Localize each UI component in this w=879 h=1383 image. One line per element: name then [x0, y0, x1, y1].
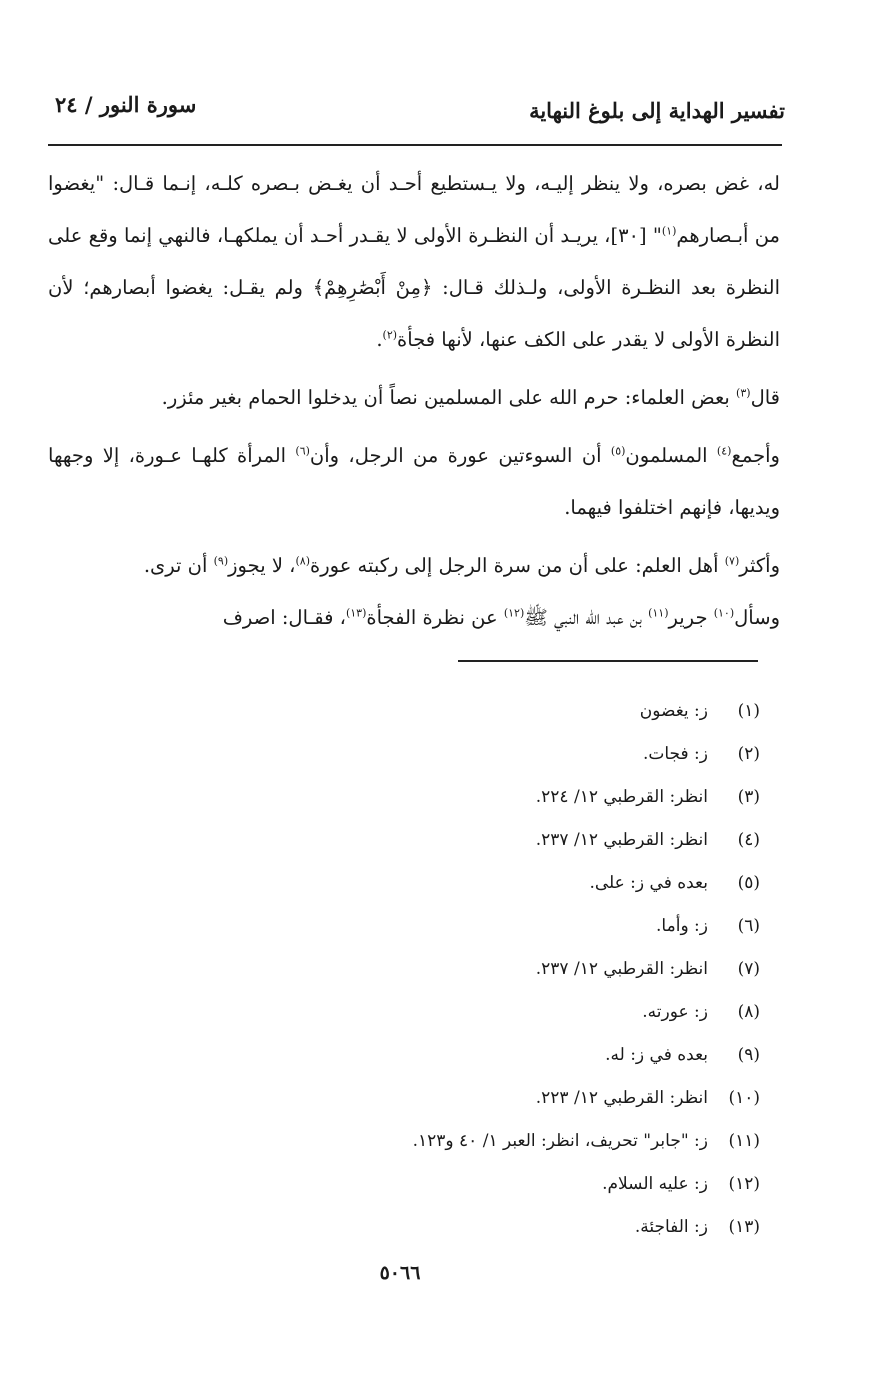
footnote-text: انظر: القرطبي ١٢/ ٢٣٧.: [535, 830, 708, 850]
text-run: عن نظرة الفجأة: [366, 606, 504, 629]
text-run: وأجمع: [731, 444, 780, 467]
page-number: ٥٠٦٦: [379, 1262, 421, 1284]
footnote-text: ز: الفاجئة.: [634, 1217, 708, 1237]
footnote-item: [200, 862, 760, 905]
footnote-number: (١): [737, 701, 760, 721]
text-run: أن السوءتين عورة من الرجل، وأن: [309, 444, 611, 467]
footnote-number: (٨): [737, 1002, 760, 1022]
footnote-text: ز: فجات.: [642, 744, 708, 764]
footnote-item: [200, 1034, 760, 1077]
footnote-ref: (٧): [724, 554, 740, 568]
footnote-ref: (١): [661, 224, 677, 238]
footnote-item: [200, 1120, 760, 1163]
footnote-number: (٧): [737, 959, 760, 979]
footnote-ref: (١٣): [345, 606, 367, 620]
header-rule: [48, 144, 782, 146]
footnote-text: ز: عليه السلام.: [602, 1174, 708, 1194]
footnote-ref: (٥): [610, 444, 626, 458]
paragraph-1: [48, 158, 780, 366]
text-run: ، فقـال: اصرف: [222, 606, 346, 629]
surah-page-label: سورة النور / ٢٤: [55, 92, 197, 117]
footnote-item: [200, 1206, 760, 1249]
footnote-separator: [458, 660, 758, 662]
footnote-text: بعده في ز: على.: [589, 873, 708, 893]
footnote-item: [200, 690, 760, 733]
paragraph-3: [48, 430, 780, 534]
text-run: أهل العلم: على أن من سرة الرجل إلى ركبته عورة: [309, 554, 725, 577]
footnote-ref: (١٠): [713, 606, 735, 620]
footnote-number: (٥): [737, 873, 760, 893]
footnote-number: (١٣): [728, 1217, 760, 1237]
footnote-text: ز: وأما.: [656, 916, 708, 936]
footnote-ref: (٦): [295, 444, 310, 458]
footnote-text: انظر: القرطبي ١٢/ ٢٢٤.: [535, 787, 708, 807]
footnote-text: ز: عورته.: [642, 1002, 708, 1022]
footnote-number: (٩): [737, 1045, 760, 1065]
footnote-ref: (١٢): [503, 606, 525, 620]
text-run: المرأة كلهـا عـورة، إلا وجهها ويديها، فإنهم اختلفوا فيهما.: [48, 444, 780, 519]
footnote-item: [200, 819, 760, 862]
footnote-text: ز: "جابر" تحريف، انظر: العبر ١/ ٤٠ و١٢٣.: [412, 1131, 708, 1151]
text-run: وأكثر: [739, 554, 780, 577]
footnote-ref: (٤): [716, 444, 732, 458]
footnote-text: انظر: القرطبي ١٢/ ٢٣٧.: [535, 959, 708, 979]
footnote-number: (٦): [737, 916, 760, 936]
footnote-number: (١٠): [728, 1088, 760, 1108]
text-run: .: [376, 328, 383, 351]
footnote-ref: (٨): [295, 554, 310, 568]
text-run: بن عبد الله النبي ﷺ: [524, 606, 649, 629]
footnote-number: (٣): [737, 787, 760, 807]
footnote-ref: (٣): [736, 386, 751, 400]
footnote-item: [200, 948, 760, 991]
text-run: ، لا يجوز: [228, 554, 296, 577]
text-run: أن ترى.: [143, 554, 214, 577]
paragraph-5: [48, 592, 780, 644]
footnote-item: [200, 991, 760, 1034]
footnote-number: (١١): [728, 1131, 760, 1151]
footnote-ref: (١١): [648, 606, 669, 620]
text-run: المسلمون: [625, 444, 717, 467]
footnote-text: ز: يغضون: [639, 701, 708, 721]
footnote-item: [200, 776, 760, 819]
book-title: تفسير الهداية إلى بلوغ النهاية: [529, 98, 785, 123]
text-run: بعض العلماء: حرم الله على المسلمين نصاً أن يدخلوا الحمام بغير مئزر.: [161, 386, 737, 409]
paragraph-2: [48, 372, 780, 424]
footnote-item: [200, 1163, 760, 1206]
text-run: وسأل: [734, 606, 780, 629]
footnote-item: [200, 905, 760, 948]
footnote-item: [200, 1077, 760, 1120]
footnote-ref: (٢): [382, 328, 398, 342]
text-run: قال: [750, 386, 780, 409]
footnotes-list: [200, 690, 760, 1249]
main-text: [48, 158, 780, 644]
text-run: جرير: [668, 606, 714, 629]
text-run: " [٣٠]، يريـد أن النظـرة الأولى لا يقـدر أحـد أن يملكهـا، فالنهي إنما وقع على النظرة بعد النظـرة الأولى، ولـذلك قـال: ﴿مِنْ أَبْصَٰرِهِمْ﴾ ولم يقـل: يغضوا أبصارهم؛ لأن النظرة الأولى لا يقدر على الكف عنها، لأنها فجأة: [48, 224, 780, 351]
footnote-number: (٢): [737, 744, 760, 764]
footnote-number: (١٢): [728, 1174, 760, 1194]
footnote-text: انظر: القرطبي ١٢/ ٢٢٣.: [535, 1088, 708, 1108]
footnote-number: (٤): [737, 830, 760, 850]
text-run: له، غض بصره، ولا ينظر إليـه، ولا يـستطيع أحـد أن يغـض بـصره كلـه، إنـما قـال: "يغضوا من أبـصارهم: [48, 172, 780, 247]
footnote-ref: (٩): [213, 554, 229, 568]
paragraph-4: [48, 540, 780, 592]
footnote-item: [200, 733, 760, 776]
footnote-text: بعده في ز: له.: [605, 1045, 708, 1065]
running-header: [55, 92, 785, 134]
